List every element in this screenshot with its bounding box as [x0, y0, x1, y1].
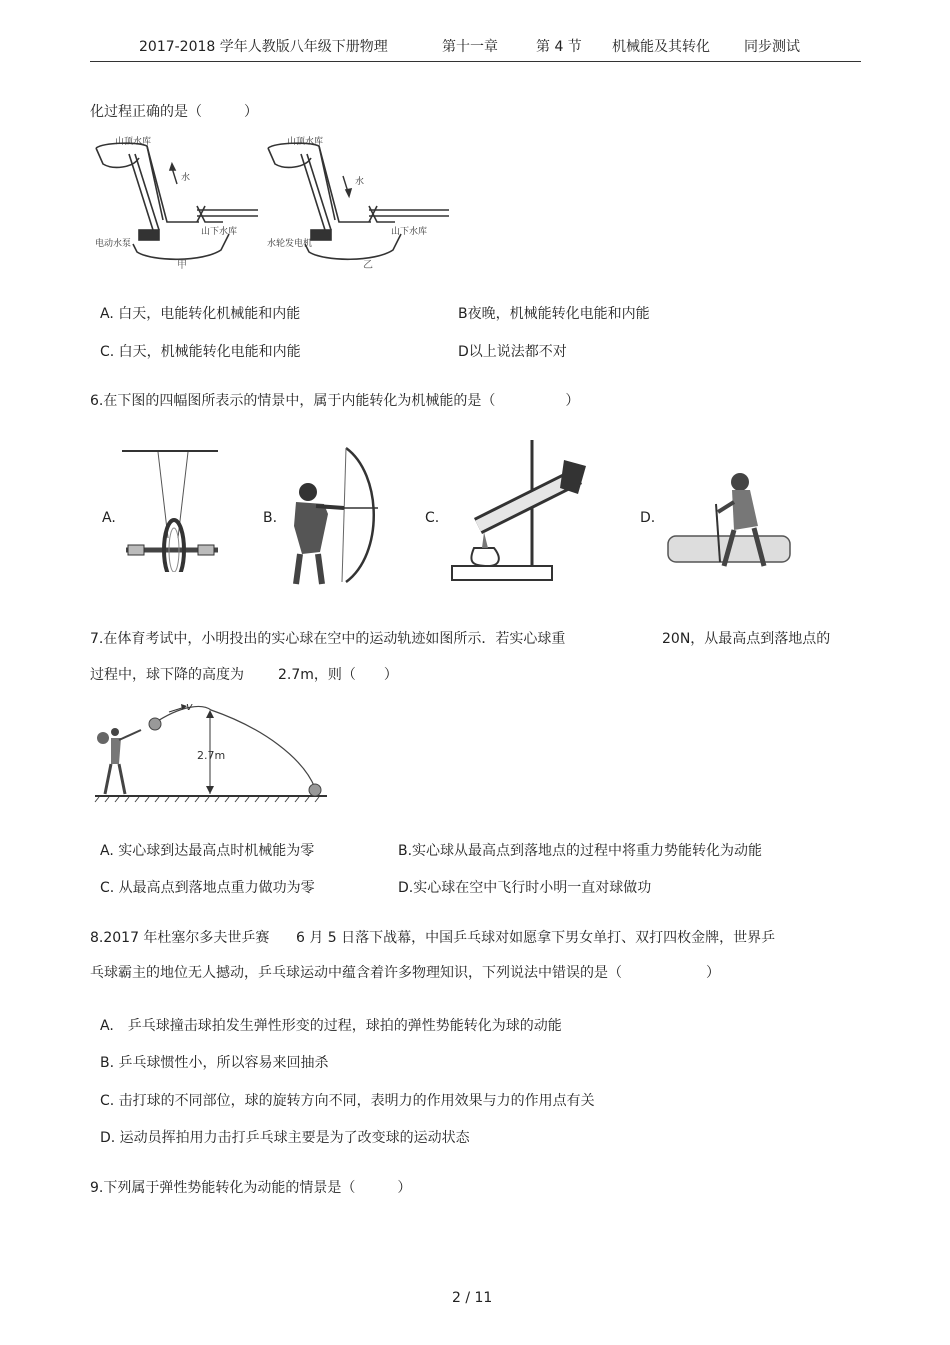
q8-stem-line1-a: 8.2017 年杜塞尔多夫世乒赛 — [90, 930, 270, 946]
q5-right-arrow-label: 水 — [355, 177, 365, 187]
q5-left-bottom-label: 山下水库 — [201, 227, 238, 237]
header-section: 第 4 节 — [536, 39, 582, 55]
q8-option-a[interactable]: A. 乒乓球撞击球拍发生弹性形变的过程，球拍的弹性势能转化为球的动能 — [100, 1018, 562, 1034]
q5-option-c[interactable]: C. 白天，机械能转化电能和内能 — [100, 344, 301, 360]
q7-option-d[interactable]: D.实心球在空中飞行时小明一直对球做功 — [398, 880, 652, 896]
q7-height-label: 2.7m — [197, 749, 226, 762]
q6-image-c — [448, 436, 588, 588]
header-course: 2017-2018 学年人教版八年级下册物理 — [139, 39, 388, 55]
q5-left-arrow-label: 水 — [181, 173, 191, 183]
q6-label-d[interactable]: D. — [640, 510, 656, 526]
q8-stem-line2: 乓球霸主的地位无人撼动，乒乓球运动中蕴含着许多物理知识，下列说法中错误的是（ ） — [90, 965, 720, 981]
q5-option-b[interactable]: B夜晚，机械能转化电能和内能 — [458, 306, 650, 322]
q6-stem: 6.在下图的四幅图所表示的情景中，属于内能转化为机械能的是（ ） — [90, 393, 580, 409]
q5-option-a[interactable]: A. 白天，电能转化机械能和内能 — [100, 306, 301, 322]
q5-right-bottom-label: 山下水库 — [391, 227, 428, 237]
q7-stem-line2-b: 2.7m，则（ ） — [278, 667, 398, 683]
q5-option-d[interactable]: D以上说法都不对 — [458, 344, 567, 360]
q7-stem-line1-b: 20N，从最高点到落地点的 — [662, 631, 831, 647]
q6-label-c[interactable]: C. — [425, 510, 440, 526]
q7-figure — [93, 698, 329, 804]
q9-stem: 9.下列属于弹性势能转化为动能的情景是（ ） — [90, 1180, 412, 1196]
q7-velocity-label: v — [186, 700, 193, 713]
q5-left-caption: 甲 — [177, 260, 187, 271]
q5-right-top-label: 山顶水库 — [287, 137, 324, 147]
q7-option-c[interactable]: C. 从最高点到落地点重力做功为零 — [100, 880, 315, 896]
q5-stem-tail: 化过程正确的是（ ） — [90, 104, 258, 120]
q5-figure — [93, 134, 451, 272]
q5-left-top-label: 山顶水库 — [115, 137, 152, 147]
q6-image-a — [118, 446, 222, 572]
q5-left-machine-label: 电动水泵 — [95, 239, 132, 249]
page-number: 2 / 11 — [452, 1290, 493, 1306]
q8-option-d[interactable]: D. 运动员挥拍用力击打乒乓球主要是为了改变球的运动状态 — [100, 1130, 470, 1146]
q5-right-caption: 乙 — [363, 260, 373, 271]
q6-image-b — [278, 444, 388, 586]
q7-stem-line2-a: 过程中，球下降的高度为 — [90, 667, 244, 683]
q8-option-b[interactable]: B. 乒乓球惯性小，所以容易来回抽杀 — [100, 1055, 329, 1071]
header-chapter: 第十一章 — [442, 39, 498, 55]
q7-option-a[interactable]: A. 实心球到达最高点时机械能为零 — [100, 843, 315, 859]
q8-option-c[interactable]: C. 击打球的不同部位，球的旋转方向不同，表明力的作用效果与力的作用点有关 — [100, 1093, 595, 1109]
q5-right-machine-label: 水轮发电机 — [267, 239, 313, 249]
q6-image-d — [664, 468, 794, 576]
q6-label-a[interactable]: A. — [102, 510, 116, 526]
q7-stem-line1-a: 7.在体育考试中，小明投出的实心球在空中的运动轨迹如图所示．若实心球重 — [90, 631, 566, 647]
header-rule — [90, 61, 861, 62]
header-topic: 机械能及其转化 — [612, 39, 710, 55]
q7-option-b[interactable]: B.实心球从最高点到落地点的过程中将重力势能转化为动能 — [398, 843, 763, 859]
q6-label-b[interactable]: B. — [263, 510, 278, 526]
q8-stem-line1-b: 6 月 5 日落下战幕，中国乒乓球对如愿拿下男女单打、双打四枚金牌，世界乒 — [296, 930, 776, 946]
header-test: 同步测试 — [744, 39, 800, 55]
